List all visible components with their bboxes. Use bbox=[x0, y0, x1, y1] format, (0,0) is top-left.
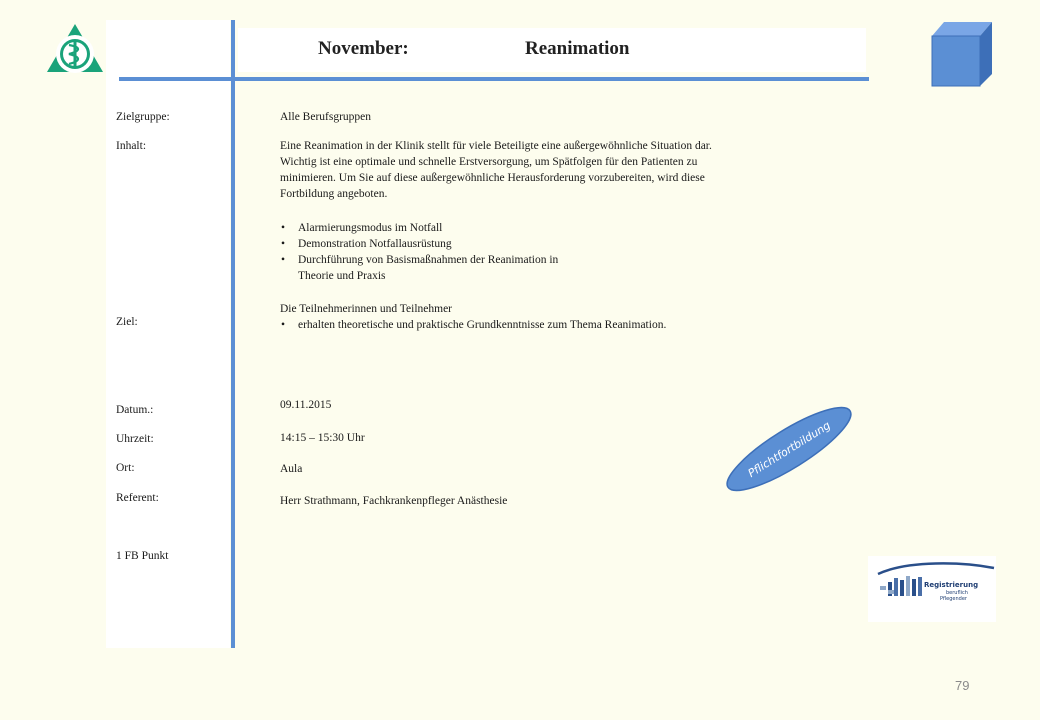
label-zielgruppe: Zielgruppe: bbox=[116, 111, 170, 123]
pflichtfortbildung-badge bbox=[717, 402, 861, 496]
registration-logo bbox=[868, 556, 996, 622]
zielgruppe-value: Alle Berufsgruppen bbox=[280, 111, 372, 123]
badge-label: Pflichtfortbildung bbox=[745, 418, 833, 480]
label-ort: Ort: bbox=[116, 462, 135, 474]
ziel-intro: Die Teilnehmerinnen und Teilnehmer bbox=[280, 303, 453, 315]
cube-icon bbox=[928, 20, 994, 88]
registration-logo-icon bbox=[868, 556, 996, 622]
ziel-bullet: • erhalten theoretische und praktische Grundkenntnisse zum Thema Reanimation. bbox=[280, 317, 840, 333]
title-month: November: bbox=[318, 38, 409, 59]
label-uhrzeit: Uhrzeit: bbox=[116, 433, 154, 445]
page-number: 79 bbox=[955, 678, 970, 693]
inhalt-bullet-continuation: Theorie und Praxis bbox=[298, 270, 386, 282]
inhalt-bullet: • Alarmierungsmodus im Notfall bbox=[280, 220, 840, 236]
referent-value: Herr Strathmann, Fachkrankenpfleger Anästhesie bbox=[280, 495, 508, 507]
horizontal-divider bbox=[119, 77, 869, 81]
inhalt-line: Wichtig ist eine optimale und schnelle Erstversorgung, um Spätfolgen für den Patienten zu bbox=[280, 156, 698, 168]
inhalt-bullet-list bbox=[280, 220, 840, 284]
label-datum: Datum.: bbox=[116, 404, 154, 416]
hospital-logo-icon bbox=[44, 21, 106, 75]
datum-value: 09.11.2015 bbox=[280, 399, 332, 411]
inhalt-bullet: • Durchführung von Basismaßnahmen der Reanimation in bbox=[280, 252, 840, 268]
inhalt-line: minimieren. Um Sie auf diese außergewöhnliche Herausforderung vorzubereiten, wird diese bbox=[280, 172, 705, 184]
label-ziel: Ziel: bbox=[116, 316, 138, 328]
title-topic: Reanimation bbox=[525, 38, 630, 59]
inhalt-line: Fortbildung angeboten. bbox=[280, 188, 388, 200]
registration-title: Registrierung bbox=[924, 581, 979, 589]
label-inhalt: Inhalt: bbox=[116, 140, 147, 152]
ziel-section bbox=[280, 301, 840, 333]
uhrzeit-value: 14:15 – 15:30 Uhr bbox=[280, 432, 365, 444]
inhalt-description bbox=[280, 138, 840, 202]
inhalt-line: Eine Reanimation in der Klinik stellt für viele Beteiligte eine außergewöhnliche Situation dar. bbox=[280, 140, 712, 152]
inhalt-bullet: • Demonstration Notfallausrüstung bbox=[280, 236, 840, 252]
label-referent: Referent: bbox=[116, 492, 159, 504]
ort-value: Aula bbox=[280, 463, 303, 475]
registration-sub1: beruflich bbox=[946, 590, 968, 596]
registration-sub2: Pflegender bbox=[940, 596, 967, 602]
vertical-divider bbox=[231, 20, 235, 648]
label-fb-punkt: 1 FB Punkt bbox=[116, 550, 169, 562]
